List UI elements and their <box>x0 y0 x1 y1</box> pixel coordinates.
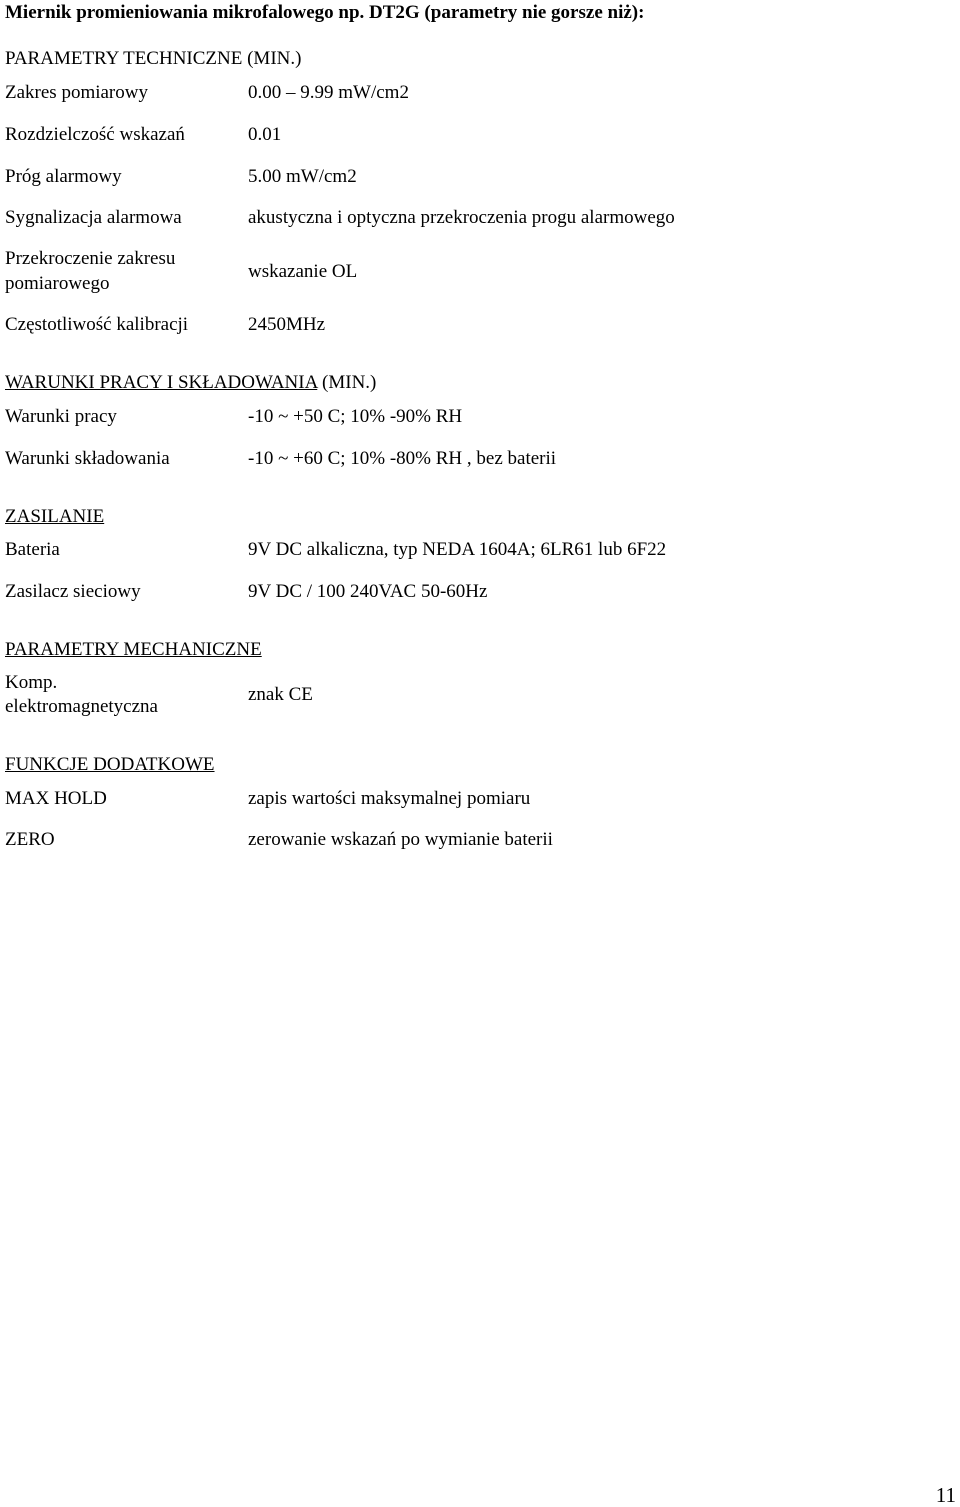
row-label: Rozdzielczość wskazań <box>5 124 185 145</box>
document-title: Miernik promieniowania mikrofalowego np. DT2G (parametry nie gorsze niż): <box>5 2 645 23</box>
row-value: 2450MHz <box>248 314 326 335</box>
section-heading-power: ZASILANIE <box>5 506 105 527</box>
row-value: akustyczna i optyczna przekroczenia progu alarmowego <box>248 207 675 228</box>
row-value: -10 ~ +60 C; 10% -80% RH , bez baterii <box>248 448 557 469</box>
heading-underlined-part: WARUNKI PRACY I SKŁADOWANIA <box>5 372 318 393</box>
section-heading-extras: FUNKCJE DODATKOWE <box>5 754 215 775</box>
row-value: 0.01 <box>248 124 282 145</box>
row-label: ZERO <box>5 829 55 850</box>
row-value: wskazanie OL <box>248 261 358 282</box>
row-value: znak CE <box>248 684 313 705</box>
row-label: Bateria <box>5 539 60 560</box>
row-value: -10 ~ +50 C; 10% -90% RH <box>248 406 463 427</box>
row-label-line1: Przekroczenie zakresu <box>5 248 176 269</box>
row-label-line2: pomiarowego <box>5 273 110 294</box>
row-label: Próg alarmowy <box>5 166 122 187</box>
row-label-line1: Komp. <box>5 672 58 693</box>
section-heading-technical: PARAMETRY TECHNICZNE (MIN.) <box>5 48 302 69</box>
page-number: 11 <box>935 1483 956 1507</box>
row-value: 9V DC alkaliczna, typ NEDA 1604A; 6LR61 lub 6F22 <box>248 539 667 560</box>
row-value: 0.00 – 9.99 mW/cm2 <box>248 82 409 103</box>
row-label: Zakres pomiarowy <box>5 82 148 103</box>
row-label: MAX HOLD <box>5 788 107 809</box>
row-label-line2: elektromagnetyczna <box>5 696 158 717</box>
section-heading-mechanical: PARAMETRY MECHANICZNE <box>5 639 262 660</box>
row-label: Sygnalizacja alarmowa <box>5 207 182 228</box>
row-label: Warunki składowania <box>5 448 170 469</box>
row-value: zerowanie wskazań po wymianie baterii <box>248 829 553 850</box>
section-heading-conditions <box>5 372 376 394</box>
row-label: Warunki pracy <box>5 406 117 427</box>
row-value: zapis wartości maksymalnej pomiaru <box>248 788 531 809</box>
row-value: 5.00 mW/cm2 <box>248 166 357 187</box>
heading-suffix: (MIN.) <box>317 372 377 393</box>
row-label: Częstotliwość kalibracji <box>5 314 189 335</box>
row-value: 9V DC / 100 240VAC 50-60Hz <box>248 581 488 602</box>
row-label: Zasilacz sieciowy <box>5 581 141 602</box>
